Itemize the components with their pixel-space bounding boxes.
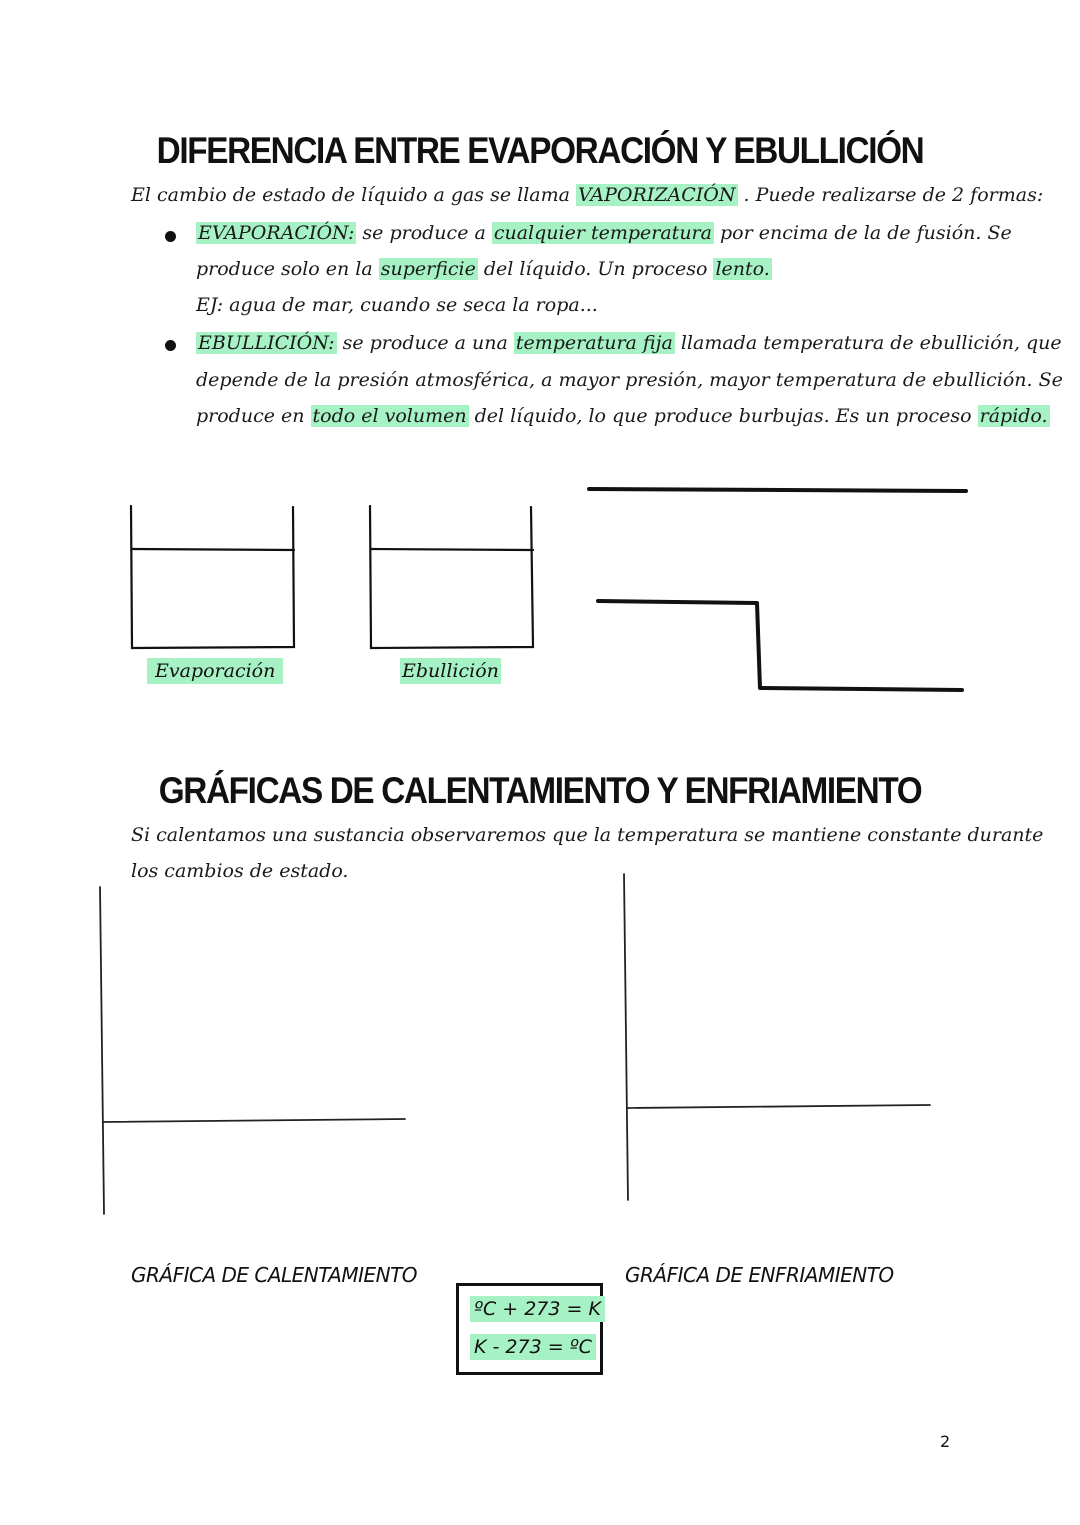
intro-text-end: . Puede realizarse de 2 formas: [737, 184, 1044, 206]
formula-1-text: ºC + 273 = K [470, 1296, 605, 1322]
highlight-todo-el-volumen: todo el volumen [312, 405, 467, 427]
highlight-lento: lento. [715, 258, 770, 280]
caption-evaporacion [147, 660, 283, 682]
heating-graph-axes [100, 887, 405, 1214]
text: se produce a [356, 222, 492, 244]
highlight-cualquier-temperatura: cualquier temperatura [493, 222, 712, 244]
formula-kelvin-to-celsius [470, 1336, 596, 1358]
formula-2-text: K - 273 = ºC [470, 1334, 596, 1360]
beaker-ebullicion [370, 506, 533, 648]
text: llamada temperatura de ebullición, que [674, 332, 1062, 354]
text: del líquido. Un proceso [477, 258, 714, 280]
caption-ebullicion-text: Ebullición [402, 660, 499, 682]
highlight-vaporizacion: VAPORIZACIÓN [578, 184, 736, 206]
heating-graph-title: GRÁFICA DE CALENTAMIENTO [131, 1263, 418, 1287]
graficas-intro-line-1: Si calentamos una sustancia observaremos que la temperatura se mantiene constante durante [131, 824, 1044, 846]
text: produce en [196, 405, 311, 427]
caption-evaporacion-text: Evaporación [147, 658, 283, 684]
section-title-graficas: GRÁFICAS DE CALENTAMIENTO Y ENFRIAMIENTO [158, 770, 922, 811]
highlight-superficie: superficie [380, 258, 476, 280]
ebullicion-line-2: depende de la presión atmosférica, a mayor presión, mayor temperatura de ebullición. Se [196, 369, 1063, 391]
term-evaporacion: EVAPORACIÓN: [198, 222, 355, 244]
text: produce solo en la [196, 258, 379, 280]
term-ebullicion: EBULLICIÓN: [198, 332, 335, 354]
phase-lines [589, 489, 966, 690]
formula-celsius-to-kelvin [470, 1298, 605, 1320]
beaker-evaporacion [131, 506, 294, 648]
highlight-temperatura-fija: temperatura fija [515, 332, 673, 354]
cooling-graph-axes [624, 874, 930, 1200]
intro-text: El cambio de estado de líquido a gas se llama [131, 184, 576, 206]
section-title-evaporacion-ebullicion: DIFERENCIA ENTRE EVAPORACIÓN Y EBULLICIÓN [156, 130, 924, 171]
caption-ebullicion [400, 660, 501, 682]
page-number: 2 [940, 1432, 951, 1451]
highlight-rapido: rápido. [979, 405, 1048, 427]
text: se produce a una [336, 332, 514, 354]
text: del líquido, lo que produce burbujas. Es un proceso [468, 405, 978, 427]
graficas-intro-line-2: los cambios de estado. [131, 860, 349, 882]
cooling-graph-title: GRÁFICA DE ENFRIAMIENTO [625, 1263, 894, 1287]
evaporacion-example: EJ: agua de mar, cuando se seca la ropa... [196, 294, 598, 316]
text: por encima de la de fusión. Se [713, 222, 1012, 244]
